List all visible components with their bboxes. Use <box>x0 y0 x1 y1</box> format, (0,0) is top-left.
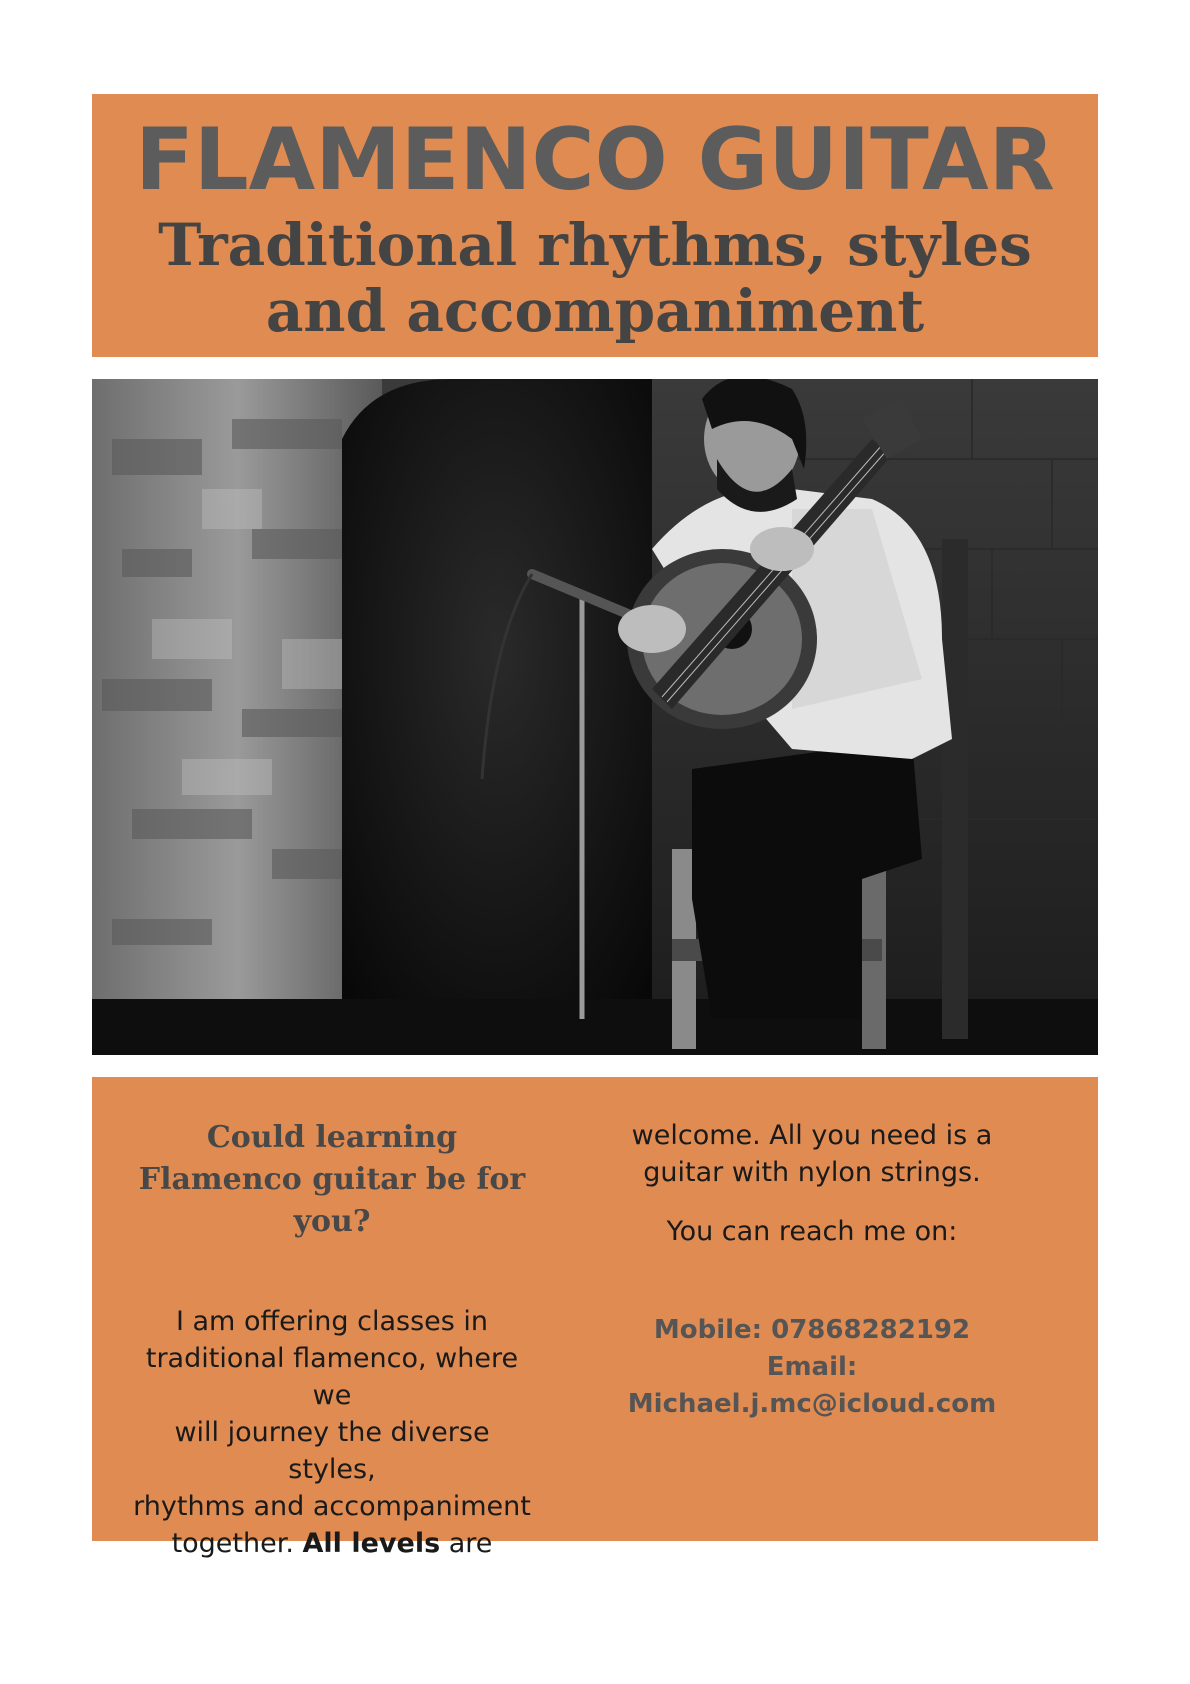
contact-details <box>612 1312 1012 1423</box>
page-title: FLAMENCO GUITAR <box>135 110 1055 210</box>
offer-line-5-prefix: together. <box>171 1528 294 1559</box>
email-label: Email: <box>766 1352 858 1382</box>
question-line-3: you? <box>293 1204 371 1239</box>
welcome-line-1: welcome. All you need is a <box>631 1120 993 1151</box>
all-levels-emphasis: All levels <box>302 1528 441 1559</box>
offer-line-3: will journey the diverse styles, <box>174 1417 490 1485</box>
welcome-text <box>612 1117 1012 1191</box>
offer-line-4: rhythms and accompaniment <box>133 1491 531 1522</box>
question-heading <box>132 1117 532 1243</box>
header-banner <box>92 94 1098 357</box>
guitarist-photo <box>92 379 1098 1055</box>
email-address[interactable]: Michael.j.mc@icloud.com <box>627 1389 997 1419</box>
subtitle <box>92 212 1098 344</box>
reach-text: You can reach me on: <box>666 1216 958 1247</box>
offer-line-5 <box>132 1525 532 1562</box>
subtitle-line-2: and accompaniment <box>265 277 925 345</box>
offer-line-5-suffix: are <box>448 1528 493 1559</box>
right-column <box>612 1117 1012 1423</box>
mobile-number[interactable]: Mobile: 07868282192 <box>653 1315 971 1345</box>
question-line-2: Flamenco guitar be for <box>138 1162 526 1197</box>
info-panel <box>92 1077 1098 1559</box>
welcome-line-2: guitar with nylon strings. <box>643 1157 981 1188</box>
offer-line-2: traditional flamenco, where we <box>145 1343 519 1411</box>
offer-line-1: I am offering classes in <box>175 1306 489 1337</box>
left-column <box>132 1117 532 1562</box>
question-line-1: Could learning <box>206 1120 458 1155</box>
subtitle-line-1: Traditional rhythms, styles <box>158 211 1032 279</box>
offer-text <box>132 1303 532 1562</box>
